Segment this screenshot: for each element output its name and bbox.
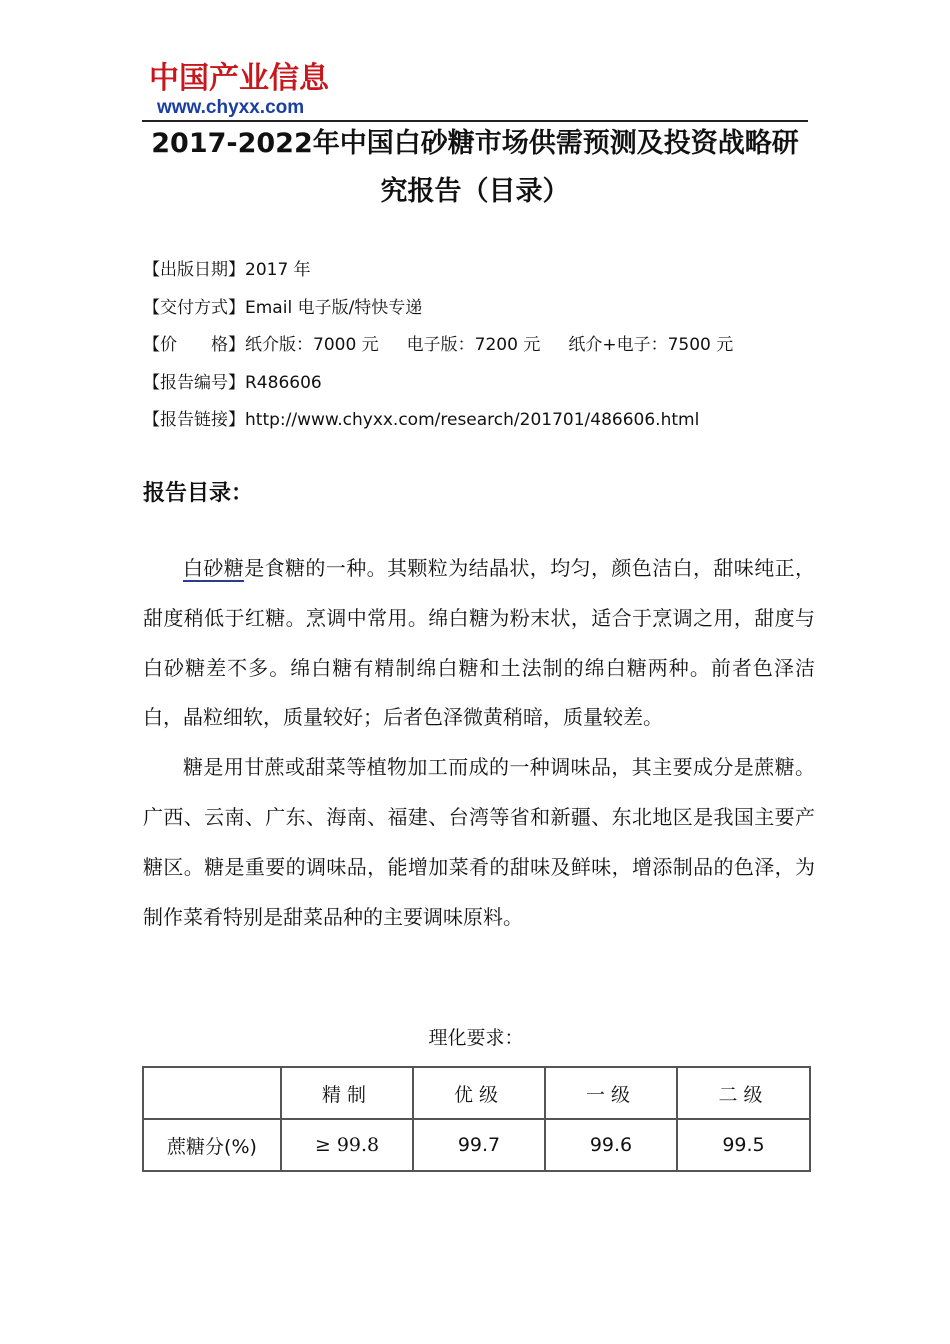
table-header-cell: 优级 xyxy=(413,1067,545,1119)
meta-value: Email 电子版/特快专递 xyxy=(245,297,423,318)
table-cell: 99.5 xyxy=(677,1119,810,1171)
table-header-cell xyxy=(143,1067,281,1119)
chyxx-logo[interactable] xyxy=(145,52,355,124)
price-paper: 纸介版：7000 元 xyxy=(245,335,379,355)
meta-price xyxy=(143,327,823,365)
price-both: 纸介+电子：7500 元 xyxy=(568,335,734,355)
meta-value: 2017 年 xyxy=(245,260,311,280)
paragraph-2: 糖是用甘蔗或甜菜等植物加工而成的一种调味品，其主要成分是蔗糖。广西、云南、广东、海南、福建、台湾等省和新疆、东北地区是我国主要产糖区。糖是重要的调味品，能增加菜肴的甜味及鲜味，增添制品的色泽，为制作菜肴特别是甜菜品种的主要调味原料。 xyxy=(143,755,815,929)
report-title-line-2: 究报告（目录） xyxy=(380,176,570,207)
report-meta xyxy=(143,252,823,440)
table-header-cell: 一级 xyxy=(545,1067,677,1119)
table-header-cell: 二级 xyxy=(677,1067,810,1119)
meta-label: 【出版日期】 xyxy=(143,260,245,280)
meta-publish-date xyxy=(143,252,823,290)
table-header-row xyxy=(143,1067,810,1119)
table-header-cell: 精制 xyxy=(281,1067,413,1119)
report-title-line-1: 2017-2022年中国白砂糖市场供需预测及投资战略研 xyxy=(151,128,799,159)
logo-name-cn: 中国产业信息 xyxy=(149,61,329,96)
price-electronic: 电子版：7200 元 xyxy=(406,335,541,355)
body-text xyxy=(143,544,815,942)
report-link[interactable]: http://www.chyxx.com/research/201701/486606.html xyxy=(245,410,700,430)
table-cell: ≥ 99.8 xyxy=(281,1119,413,1171)
table-cell: 99.6 xyxy=(545,1119,677,1171)
report-title xyxy=(120,120,830,216)
paragraph-1 xyxy=(143,544,815,743)
white-sugar-link[interactable]: 白砂糖 xyxy=(183,556,245,580)
section-heading: 报告目录： xyxy=(143,481,254,506)
table-cell: 99.7 xyxy=(413,1119,545,1171)
table-caption: 理化要求： xyxy=(428,1027,524,1049)
meta-delivery xyxy=(143,290,823,328)
meta-label: 【价 格】 xyxy=(143,335,245,355)
meta-label: 【交付方式】 xyxy=(143,297,245,318)
meta-report-id xyxy=(143,365,823,403)
meta-value: R486606 xyxy=(245,372,322,393)
table-cell: 蔗糖分(%) xyxy=(143,1119,281,1171)
meta-report-link xyxy=(143,402,823,440)
logo-url: www.chyxx.com xyxy=(157,97,305,118)
paragraph-1-text: 是食糖的一种。其颗粒为结晶状，均匀，颜色洁白，甜味纯正，甜度稍低于红糖。烹调中常用。绵白糖为粉末状，适合于烹调之用，甜度与白砂糖差不多。绵白糖有精制绵白糖和土法制的绵白糖两种。前者色泽洁白，晶粒细软，质量较好；后者色泽微黄稍暗，质量较差。 xyxy=(143,556,816,730)
meta-label: 【报告链接】 xyxy=(143,410,245,430)
meta-label: 【报告编号】 xyxy=(143,372,245,393)
spec-table xyxy=(142,1066,811,1172)
table-row xyxy=(143,1119,810,1171)
